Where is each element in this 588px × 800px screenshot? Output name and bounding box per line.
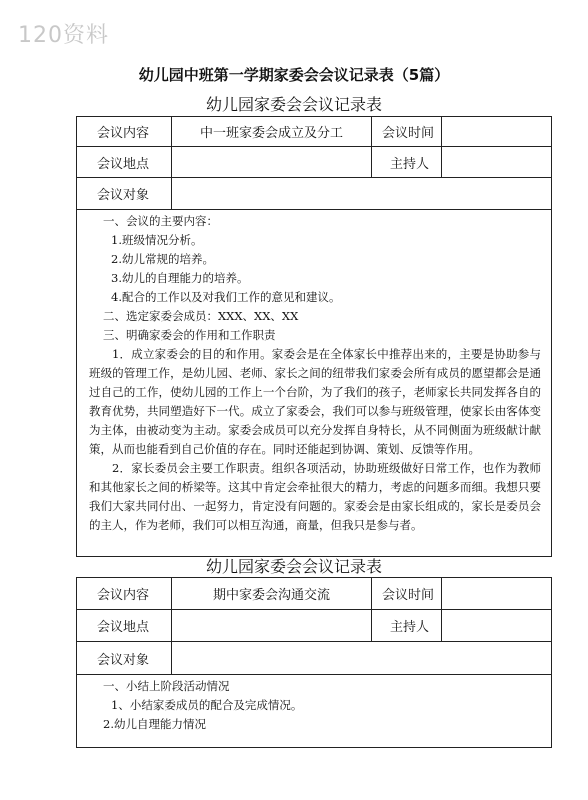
record-title: 幼儿园家委会会议记录表 (205, 95, 382, 114)
minutes-line: 3.幼儿的自理能力的培养。 (111, 271, 249, 285)
audience-label: 会议对象 (77, 178, 172, 210)
audience-value (172, 642, 552, 675)
audience-label: 会议对象 (77, 642, 172, 675)
time-value (442, 578, 552, 610)
location-label: 会议地点 (77, 147, 172, 178)
watermark: 120资料 (18, 23, 109, 48)
minutes-paragraph: 1．成立家委会的目的和作用。家委会是在全体家长中推荐出来的，主要是协助参与班级的管理工作，是幼儿园、老师、家长之间的纽带我们家委会所有成员的愿望都会是通过自己的工作，使幼儿园的工作上一个台阶，为了我们的孩子，老师家长共同发挥各自的教育优势，共同塑造好下一代。成立了家委会，我们可以参与班级管理，使家长由客体变为主体，由被动变为主动。家委会成员可以充分发挥自身特长，从不同侧面为班级献计献策，从而也能看到自己价值的存在。同时还能起到协调、策划、反馈等作用。 (89, 347, 541, 456)
minutes-line: 1、小结家委成员的配合及完成情况。 (111, 698, 303, 712)
host-label: 主持人 (372, 610, 442, 642)
time-value (442, 117, 552, 147)
meeting-record-table (76, 577, 552, 748)
minutes-line: 2.幼儿常规的培养。 (111, 252, 214, 266)
minutes-line: 二、选定家委会成员：XXX、XX、XX (103, 309, 299, 323)
meeting-minutes (77, 210, 552, 557)
meeting-record-table (76, 116, 552, 557)
time-label: 会议时间 (372, 578, 442, 610)
host-value (442, 610, 552, 642)
audience-value (172, 178, 552, 210)
minutes-line: 4.配合的工作以及对我们工作的意见和建议。 (111, 290, 341, 304)
location-value (172, 147, 372, 178)
document-title: 幼儿园中班第一学期家委会会议记录表（5篇） (138, 66, 450, 84)
host-label: 主持人 (372, 147, 442, 178)
content-label: 会议内容 (77, 117, 172, 147)
minutes-line: 一、会议的主要内容： (103, 214, 218, 228)
content-value: 期中家委会沟通交流 (172, 578, 372, 610)
minutes-line: 2.幼儿自理能力情况 (103, 717, 206, 731)
location-value (172, 610, 372, 642)
time-label: 会议时间 (372, 117, 442, 147)
host-value (442, 147, 552, 178)
content-label: 会议内容 (77, 578, 172, 610)
content-value: 中一班家委会成立及分工 (172, 117, 372, 147)
minutes-line: 一、小结上阶段活动情况 (103, 679, 230, 693)
minutes-line: 1.班级情况分析。 (111, 233, 203, 247)
location-label: 会议地点 (77, 610, 172, 642)
record-title: 幼儿园家委会会议记录表 (205, 557, 382, 576)
minutes-paragraph: 2．家长委员会主要工作职责。组织各项活动，协助班级做好日常工作，也作为教师和其他家长之间的桥梁等。这其中肯定会牵扯很大的精力，考虑的问题多而细。我想只要我们大家共同付出、一起努力，肯定没有问题的。家委会是由家长组成的，家长是委员会的主人，作为老师，我们可以相互沟通，商量，但我只是参与者。 (89, 461, 541, 532)
minutes-line: 三、明确家委会的作用和工作职责 (103, 328, 276, 342)
meeting-minutes (77, 675, 552, 748)
